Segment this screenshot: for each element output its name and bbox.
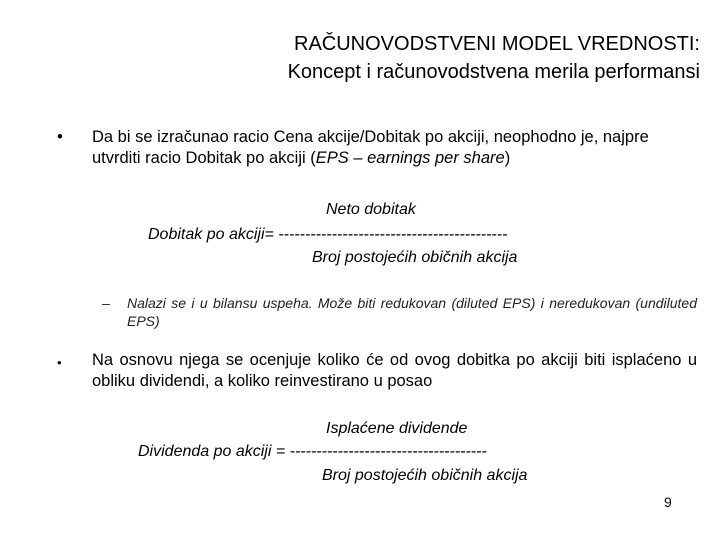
subbullet-marker: – xyxy=(102,295,110,311)
formula-eps-dashes: ------------------------------------------- xyxy=(278,226,508,243)
formula-dividend-line xyxy=(138,441,487,463)
bullet-eps-text-end: ) xyxy=(504,149,511,167)
formula-eps-line xyxy=(148,224,507,246)
bullet-marker: • xyxy=(57,128,63,146)
bullet-eps-text xyxy=(92,127,697,169)
formula-eps-numerator: Neto dobitak xyxy=(326,201,416,218)
formula-dividend-dashes: ------------------------------------- xyxy=(289,443,487,460)
formula-eps-denominator: Broj postojećih običnih akcija xyxy=(312,249,518,266)
formula-eps-lhs: Dobitak po akciji= xyxy=(148,226,279,243)
bullet-eps xyxy=(57,127,697,171)
subbullet-text: Nalazi se i u bilansu uspeha. Može biti redukovan (diluted EPS) i neredukovan (undiluted EPS) xyxy=(127,295,697,329)
bullet-eps-text-italic: EPS – earnings per share xyxy=(315,149,505,167)
formula-dividend-denominator: Broj postojećih običnih akcija xyxy=(322,467,528,484)
page-number: 9 xyxy=(664,494,672,510)
formula-dividend-numerator: Isplaćene dividende xyxy=(326,420,468,437)
slide-title-line2: Koncept i računovodstvena merila performansi xyxy=(287,61,700,83)
slide-title xyxy=(150,30,700,86)
bullet-marker: • xyxy=(57,355,62,370)
bullet-dividend xyxy=(57,350,697,394)
bullet-eps-text-plain: Da bi se izračunao racio Cena akcije/Dobitak po akciji, neophodno je, najpre utvrditi racio Dobitak po akciji ( xyxy=(92,128,649,167)
slide-title-line1: RAČUNOVODSTVENI MODEL VREDNOSTI: xyxy=(294,33,700,55)
bullet-dividend-text: Na osnovu njega se ocenjuje koliko će od ovog dobitka po akciji biti isplaćeno u obliku dividendi, a koliko reinvestirano u posao xyxy=(92,351,697,390)
formula-dividend-lhs: Dividenda po akciji = xyxy=(138,443,290,460)
